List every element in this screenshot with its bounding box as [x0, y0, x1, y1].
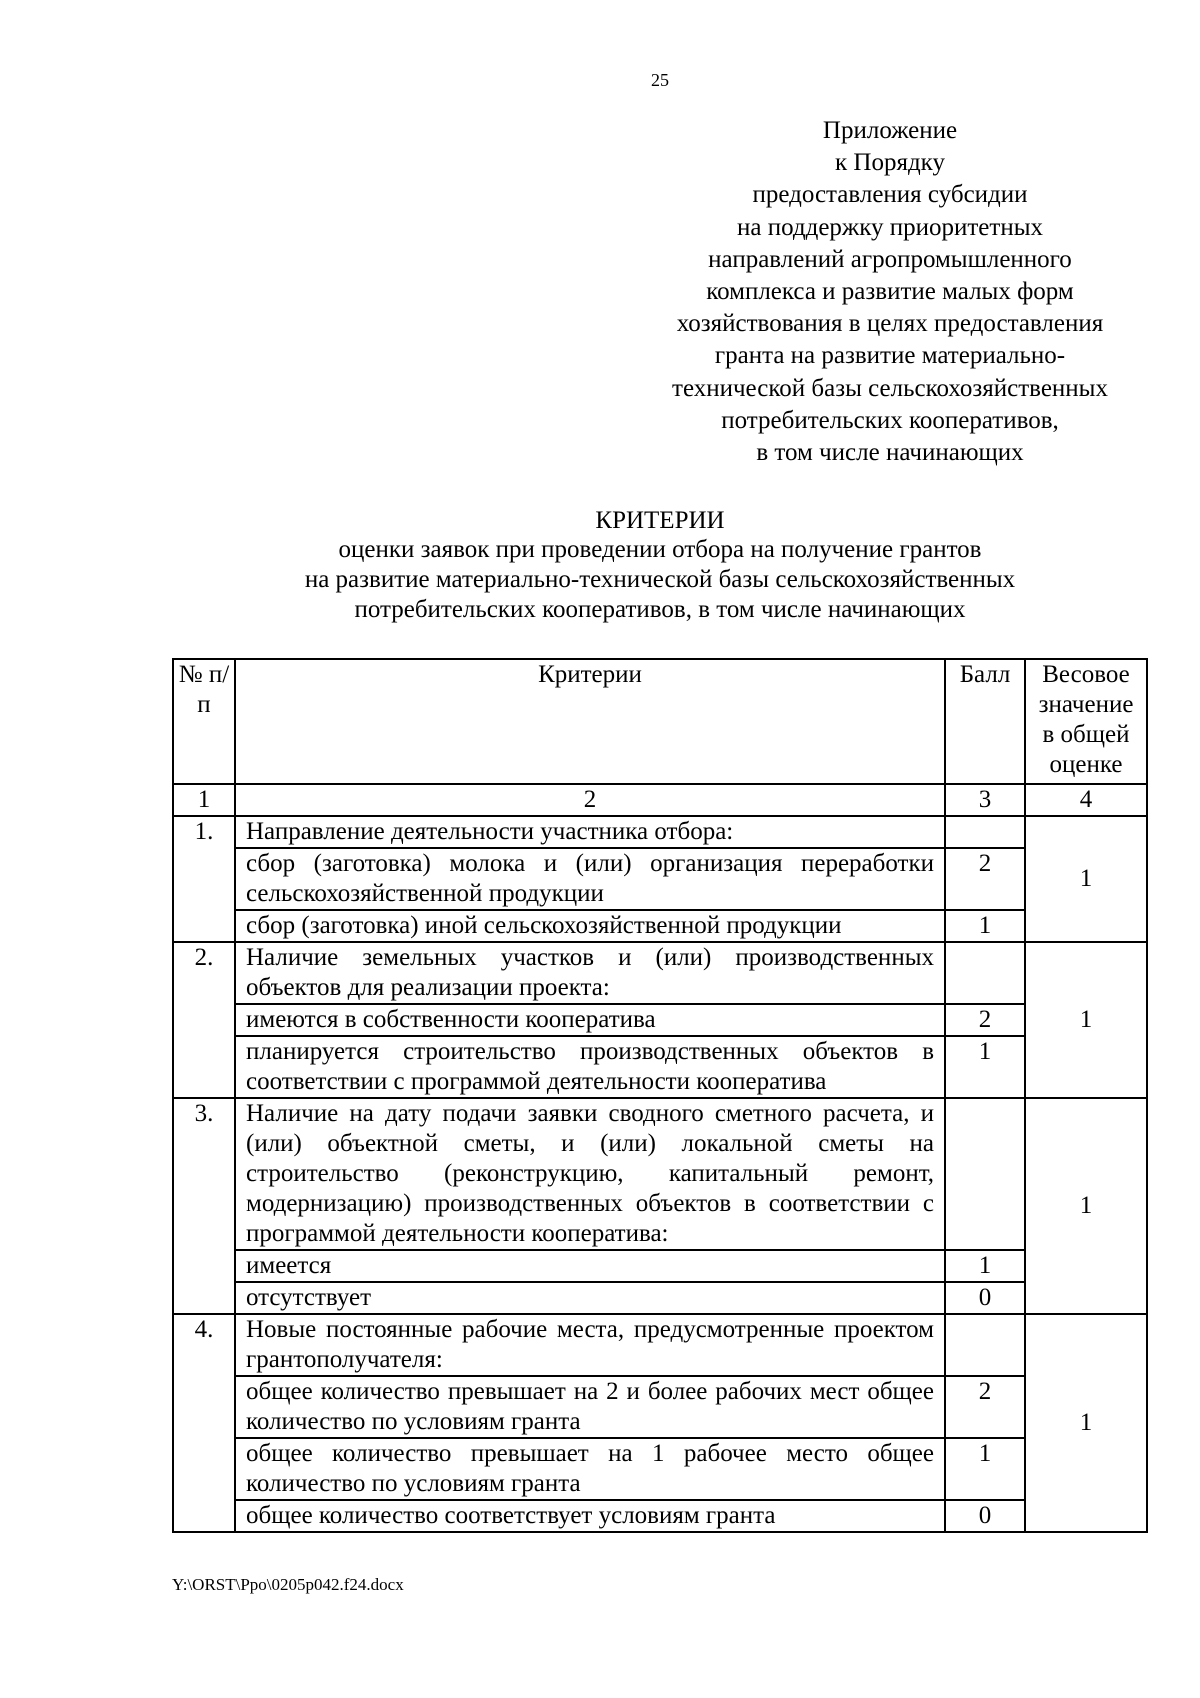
table-row [173, 848, 1147, 910]
subtitle-line: оценки заявок при проведении отбора на получение грантов [338, 536, 982, 563]
appendix-line: на поддержку приоритетных [737, 213, 1043, 241]
criterion-title: Направление деятельности участника отбора: [235, 816, 945, 848]
criterion-option: общее количество превышает на 2 и более рабочих мест общее количество по условиям гранта [235, 1376, 945, 1438]
table-row [173, 1314, 1147, 1376]
criterion-option: отсутствует [235, 1282, 945, 1314]
header-score: Балл [945, 659, 1025, 784]
criterion-option: общее количество превышает на 1 рабочее место общее количество по условиям гранта [235, 1438, 945, 1500]
score-value: 0 [945, 1500, 1025, 1532]
document-subtitle [155, 535, 1165, 625]
group-number: 3. [173, 1098, 235, 1314]
subtitle-line: потребительских кооперативов, в том числе начинающих [354, 596, 966, 623]
criterion-title: Наличие на дату подачи заявки сводного сметного расчета, и (или) объектной сметы, и (или) локальной сметы на строительство (реконструкцию, капитальный ремонт, модернизацию) производственных объектов в соответствии с программой деятельности кооператива: [235, 1098, 945, 1250]
column-number: 3 [945, 784, 1025, 816]
weight-value: 1 [1025, 1098, 1147, 1314]
table-row [173, 1500, 1147, 1532]
weight-value: 1 [1025, 942, 1147, 1098]
score-cell [945, 942, 1025, 1004]
table-row [173, 1098, 1147, 1250]
criterion-title: Новые постоянные рабочие места, предусмотренные проектом грантополучателя: [235, 1314, 945, 1376]
table-row [173, 910, 1147, 942]
score-cell [945, 816, 1025, 848]
criterion-option: имеются в собственности кооператива [235, 1004, 945, 1036]
header-num: № п/п [173, 659, 235, 784]
criterion-title: Наличие земельных участков и (или) производственных объектов для реализации проекта: [235, 942, 945, 1004]
score-value: 1 [945, 910, 1025, 942]
footer-file-path: Y:\ORST\Ppo\0205p042.f24.docx [172, 1575, 404, 1594]
appendix-line: хозяйствования в целях предоставления [676, 310, 1104, 338]
appendix-line: предоставления субсидии [752, 181, 1028, 209]
score-value: 0 [945, 1282, 1025, 1314]
weight-value: 1 [1025, 1314, 1147, 1532]
score-value: 1 [945, 1036, 1025, 1098]
column-number: 1 [173, 784, 235, 816]
score-value: 2 [945, 848, 1025, 910]
criterion-option: сбор (заготовка) молока и (или) организация переработки сельскохозяйственной продукции [235, 848, 945, 910]
table-row [173, 1282, 1147, 1314]
group-number: 2. [173, 942, 235, 1098]
column-number: 2 [235, 784, 945, 816]
header-weight: Весовое значение в общей оценке [1025, 659, 1147, 784]
score-value: 1 [945, 1250, 1025, 1282]
appendix-line: в том числе начинающих [756, 439, 1024, 467]
page-number: 25 [651, 70, 669, 90]
table-row [173, 1438, 1147, 1500]
document-title: КРИТЕРИИ [595, 507, 725, 534]
score-value: 2 [945, 1376, 1025, 1438]
column-numbers-row [173, 784, 1147, 816]
subtitle-line: на развитие материально-технической базы сельскохозяйственных [304, 566, 1016, 593]
appendix-line: направлений агропромышленного [708, 245, 1072, 273]
criterion-option: сбор (заготовка) иной сельскохозяйственной продукции [235, 910, 945, 942]
weight-value: 1 [1025, 816, 1147, 942]
score-cell [945, 1098, 1025, 1250]
criterion-option: планируется строительство производственных объектов в соответствии с программой деятельности кооператива [235, 1036, 945, 1098]
criterion-option: общее количество соответствует условиям гранта [235, 1500, 945, 1532]
table-row [173, 1376, 1147, 1438]
header-criteria: Критерии [235, 659, 945, 784]
appendix-line: к Порядку [835, 149, 945, 177]
score-cell [945, 1314, 1025, 1376]
table-row [173, 1004, 1147, 1036]
criteria-table [172, 658, 1148, 1533]
appendix-line: гранта на развитие материально- [714, 342, 1066, 370]
appendix-line: Приложение [822, 117, 958, 144]
appendix-line: технической базы сельскохозяйственных [672, 374, 1108, 402]
appendix-block [610, 115, 1170, 469]
appendix-line: комплекса и развитие малых форм [706, 278, 1074, 306]
table-header-row [173, 659, 1147, 784]
table-row [173, 942, 1147, 1004]
appendix-line: потребительских кооперативов, [721, 406, 1059, 434]
table-row [173, 816, 1147, 848]
table-row [173, 1250, 1147, 1282]
table-row [173, 1036, 1147, 1098]
score-value: 1 [945, 1438, 1025, 1500]
criterion-option: имеется [235, 1250, 945, 1282]
group-number: 4. [173, 1314, 235, 1532]
score-value: 2 [945, 1004, 1025, 1036]
column-number: 4 [1025, 784, 1147, 816]
group-number: 1. [173, 816, 235, 942]
